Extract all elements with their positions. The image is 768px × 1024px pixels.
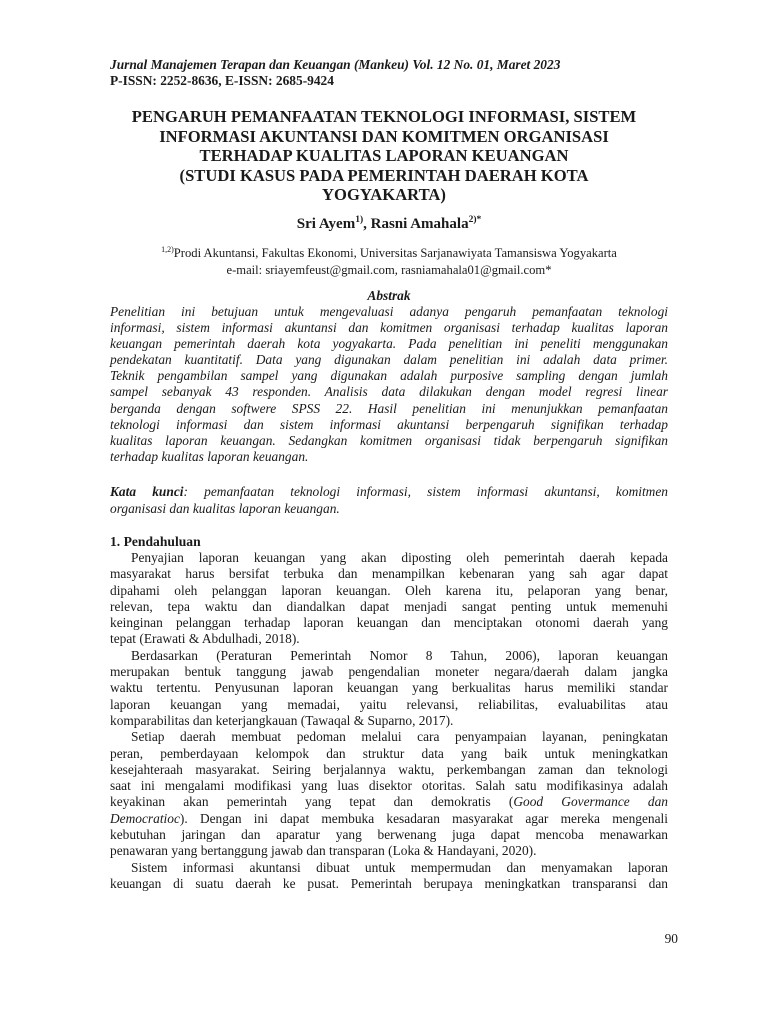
body-line: Penyajian laporan keuangan yang akan diposting oleh pemerintah daerah kepada — [131, 550, 668, 565]
body-line: Sistem informasi akuntansi dibuat untuk mempermudan dan menyamakan laporan — [131, 859, 668, 875]
affiliation — [110, 241, 668, 279]
author-affil-mark: 2)* — [468, 215, 482, 225]
journal-title: Jurnal Manajemen Terapan dan Keuangan (Mankeu) Vol. 12 No. 01, Maret 2023 — [110, 57, 561, 72]
body-line: keinginan pelanggan terhadap laporan keuangan dan menciptakan otonomi daerah yang — [110, 615, 668, 631]
body-line: Berdasarkan (Peraturan Pemerintah Nomor 8 Tahun, 2006), laporan keuangan — [131, 647, 668, 663]
abstract-line: informasi, sistem informasi akuntansi dan komitmen organisasi terhadap kualitas laporan — [110, 320, 668, 336]
body-line — [110, 811, 668, 827]
author-emails: e-mail: sriayemfeust@gmail.com, rasniamahala01@gmail.com* — [226, 263, 552, 278]
author-affil-mark: 1) — [355, 215, 364, 225]
body-line: tepat (Erawati & Abdulhadi, 2018). — [110, 631, 300, 647]
body-text: ). Dengan ini dapat membuka kesadaran masyarakat agar mereka mengenali — [179, 810, 668, 826]
body-line — [110, 794, 668, 810]
keywords-text: organisasi dan kualitas laporan keuangan. — [110, 500, 340, 516]
author-name: Sri Ayem — [296, 216, 356, 232]
abstract-line: keuangan pemerintah daerah kota yogyakarta. Pada penelitian ini peneliti menggunakan — [110, 336, 668, 352]
abstract-line: kualitas laporan keuangan. Sedangkan komitmen organisasi tidak berpengaruh signifikan — [110, 432, 668, 448]
page-number: 90 — [664, 931, 678, 946]
abstract-line: Teknik pengambilan sampel yang digunakan adalah purposive sampling dengan jumlah — [110, 368, 668, 384]
abstract-line: terhadap kualitas laporan keuangan. — [110, 448, 309, 464]
body-line: masyarakat harus bersifat terbuka dan menampilkan kebenaran yang sah agar dapat — [110, 566, 668, 582]
body-line: merupakan bentuk tanggung jawab pengendalian moneter negara/daerah dalam jangka — [110, 664, 668, 680]
body-line: waktu tertentu. Penyusunan laporan keuangan yang berkualitas harus memiliki standar — [110, 680, 668, 696]
abstract-line: berganda dengan softwere SPSS 22. Hasil penelitian ini menunjukkan pemanfaatan — [110, 400, 668, 416]
abstract-heading: Abstrak — [367, 288, 411, 303]
abstract-body — [110, 304, 668, 465]
body-emphasis: Good Govermance dan — [513, 794, 668, 810]
body-line: penawaran yang bertanggung jawab dan transparan (Loka & Handayani, 2020). — [110, 843, 537, 859]
body-line: saat ini mengalami modifikasi yang luas disektor otoritas. Salah satu modifikasinya adalah — [110, 778, 668, 794]
body-text: keyakinan akan pemerintah yang tepat dan demokratis ( — [110, 794, 514, 810]
abstract-line: sampel sebanyak 43 responden. Analisis data dilakukan dengan model regresi linear — [110, 384, 668, 400]
author-name: Rasni Amahala — [370, 216, 469, 232]
title-line: PENGARUH PEMANFAATAN TEKNOLOGI INFORMASI, SISTEM — [131, 107, 637, 126]
author-separator: , — [363, 216, 371, 232]
body-line: kesejahteraah masyarakat. Seiring berjalannya waktu, perkembangan zaman dan teknologi — [110, 761, 668, 777]
body-line: kebutuhan jaringan dan aparatur yang berwenang juga dapat mencoba menawarkan — [110, 827, 668, 843]
abstract-line: pendekatan kuantitatif. Data yang digunakan dalam penelitian ini adalah data primer. — [110, 352, 668, 368]
affiliation-text: Prodi Akuntansi, Fakultas Ekonomi, Universitas Sarjanawiyata Tamansiswa Yogyakarta — [173, 246, 617, 261]
body-line: Setiap daerah membuat pedoman melalui cara penyampaian layanan, peningkatan — [131, 729, 668, 745]
author-list — [110, 215, 668, 233]
abstract-line: Penelitian ini betujuan untuk mengevaluasi adanya pengaruh pemanfaatan teknologi — [110, 304, 668, 319]
title-line: (STUDI KASUS PADA PEMERINTAH DAERAH KOTA — [179, 165, 589, 185]
keywords-label: Kata kunci — [110, 484, 184, 499]
body-line: komparabilitas dan keterjangkauan (Tawaqal & Suparno, 2017). — [110, 712, 454, 728]
title-line: INFORMASI AKUNTANSI DAN KOMITMEN ORGANISASI — [159, 126, 609, 146]
affiliation-mark: 1,2) — [161, 245, 174, 254]
abstract-line: teknologi informasi dan sistem informasi akuntansi berpengaruh signifikan terhadap — [110, 416, 668, 432]
section-heading: 1. Pendahuluan — [110, 534, 201, 549]
title-line: TERHADAP KUALITAS LAPORAN KEUANGAN — [199, 146, 569, 165]
title-line: YOGYAKARTA) — [322, 185, 446, 204]
section-body — [110, 550, 668, 892]
body-line: keuangan di suatu daerah ke pusat. Pemerintah berupaya meningkatkan transparansi dan — [110, 875, 668, 891]
body-line: laporan keuangan yang memadai, yaitu relevansi, reliabilitas, evaluabilitas atau — [110, 696, 668, 712]
body-emphasis: Democratioc — [110, 810, 180, 826]
paper-title — [100, 107, 668, 205]
body-line: peran, pemberdayaan kelompok dan struktur data yang baik untuk meningkatkan — [110, 745, 668, 761]
keywords — [110, 484, 668, 517]
keywords-text: : pemanfaatan teknologi informasi, sistem informasi akuntansi, komitmen — [183, 484, 668, 499]
body-line: dipahami oleh pelanggan laporan keuangan. Oleh karena itu, pelaporan yang benar, — [110, 582, 668, 598]
body-line: relevan, tepa waktu dan diandalkan dapat menjadi sangat penting untuk memenuhi — [110, 598, 668, 614]
journal-header — [110, 57, 670, 89]
journal-issn: P-ISSN: 2252-8636, E-ISSN: 2685-9424 — [110, 73, 334, 88]
